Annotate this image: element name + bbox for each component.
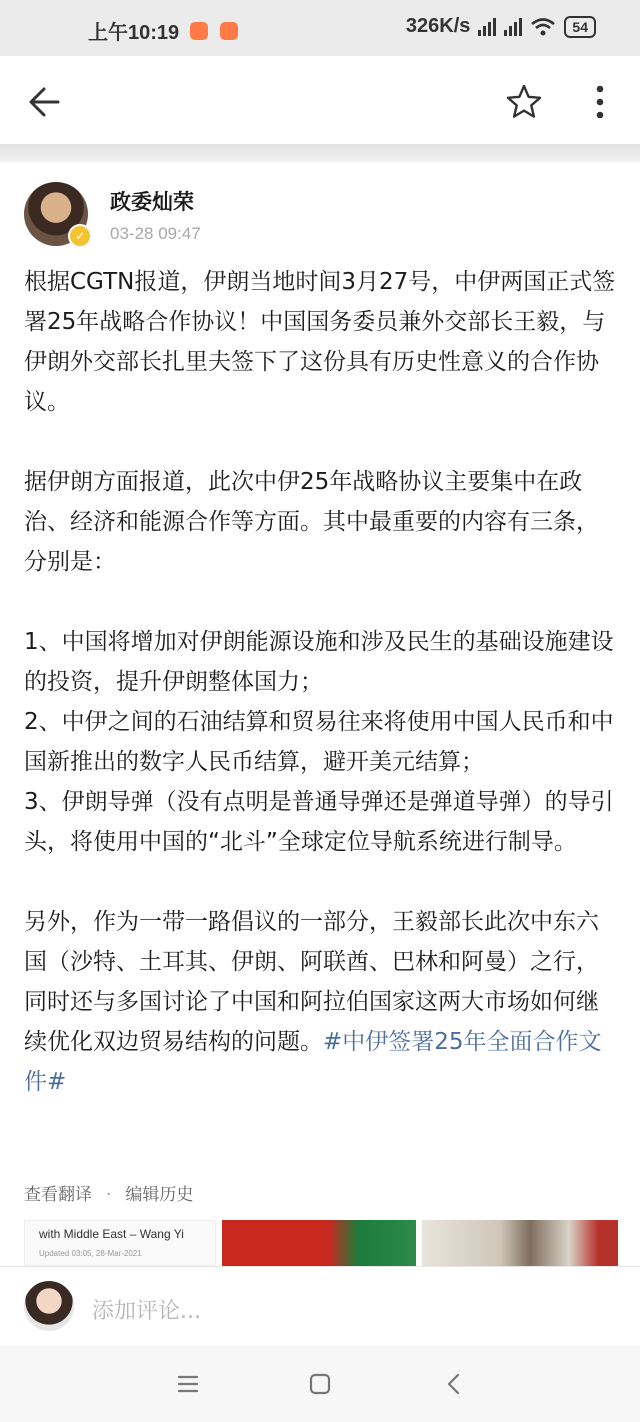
hashtag-link[interactable]: #中伊签署25年全面合作文件# (24, 1029, 602, 1095)
author-name[interactable]: 政委灿荣 (110, 190, 194, 214)
app-bar (0, 56, 640, 144)
menu-icon[interactable] (174, 1370, 202, 1398)
post-paragraph (24, 902, 618, 1102)
preview-image-flags[interactable] (222, 1220, 416, 1266)
post-paragraph: 根据CGTN报道，伊朗当地时间3月27号，中伊两国正式签署25年战略合作协议！中国国务委员兼外交部长王毅，与伊朗外交部长扎里夫签下了这份具有历史性意义的合作协议。 (24, 269, 616, 415)
wifi-icon (530, 17, 556, 37)
notification-app-icon (190, 22, 208, 40)
chevron-left-icon[interactable] (440, 1370, 468, 1398)
preview-image-news[interactable] (24, 1220, 216, 1266)
status-bar (0, 0, 640, 56)
post-paragraph-text: 另外，作为一带一路倡议的一部分，王毅部长此次中东六国（沙特、土耳其、伊朗、阿联酋、巴林和阿曼）之行，同时还与多国讨论了中国和阿拉伯国家这两大市场如何继续优化双边贸易结构的问题。 (24, 909, 599, 1055)
preview-headline: with Middle East – Wang Yi (39, 1227, 184, 1241)
signal-icon (504, 18, 522, 36)
user-avatar (24, 1281, 74, 1331)
author-avatar[interactable] (24, 182, 88, 246)
post-paragraph: 据伊朗方面报道，此次中伊25年战略协议主要集中在政治、经济和能源合作等方面。其中最重要的内容有三条，分别是： (24, 469, 599, 575)
actions-separator: · (106, 1185, 112, 1205)
comment-bar (0, 1266, 640, 1347)
status-indicators (406, 15, 596, 38)
more-vertical-icon[interactable] (578, 80, 622, 124)
status-time: 上午10:19 (88, 22, 180, 44)
home-square-icon[interactable] (306, 1370, 334, 1398)
battery-icon: 54 (564, 16, 596, 38)
preview-updated: Updated 03:05, 28-Mar-2021 (39, 1249, 142, 1258)
post-timestamp: 03-28 09:47 (110, 224, 201, 243)
translate-link[interactable]: 查看翻译 (24, 1185, 92, 1205)
signal-icon (478, 18, 496, 36)
star-icon[interactable] (502, 80, 546, 124)
post-list-item: 2、中伊之间的石油结算和贸易往来将使用中国人民币和中国新推出的数字人民币结算，避开美元结算； (24, 709, 614, 775)
preview-image-meeting[interactable] (422, 1220, 618, 1266)
back-arrow-icon[interactable] (24, 80, 68, 124)
network-speed: 326K/s (405, 15, 471, 37)
post-body (24, 262, 618, 1102)
post-list-item: 1、中国将增加对伊朗能源设施和涉及民生的基础设施建设的投资，提升伊朗整体国力； (24, 629, 614, 695)
system-nav-bar (0, 1346, 640, 1422)
header-divider (0, 144, 640, 162)
verified-badge-icon: ✓ (68, 224, 92, 248)
comment-input[interactable]: 添加评论... (92, 1299, 201, 1324)
image-preview-strip (24, 1220, 618, 1266)
post-actions (24, 1180, 193, 1205)
post-list-item: 3、伊朗导弹（没有点明是普通导弹还是弹道导弹）的导引头，将使用中国的“北斗”全球定位导航系统进行制导。 (24, 789, 614, 855)
edit-history-link[interactable]: 编辑历史 (125, 1185, 194, 1205)
notification-app-icon (220, 22, 238, 40)
